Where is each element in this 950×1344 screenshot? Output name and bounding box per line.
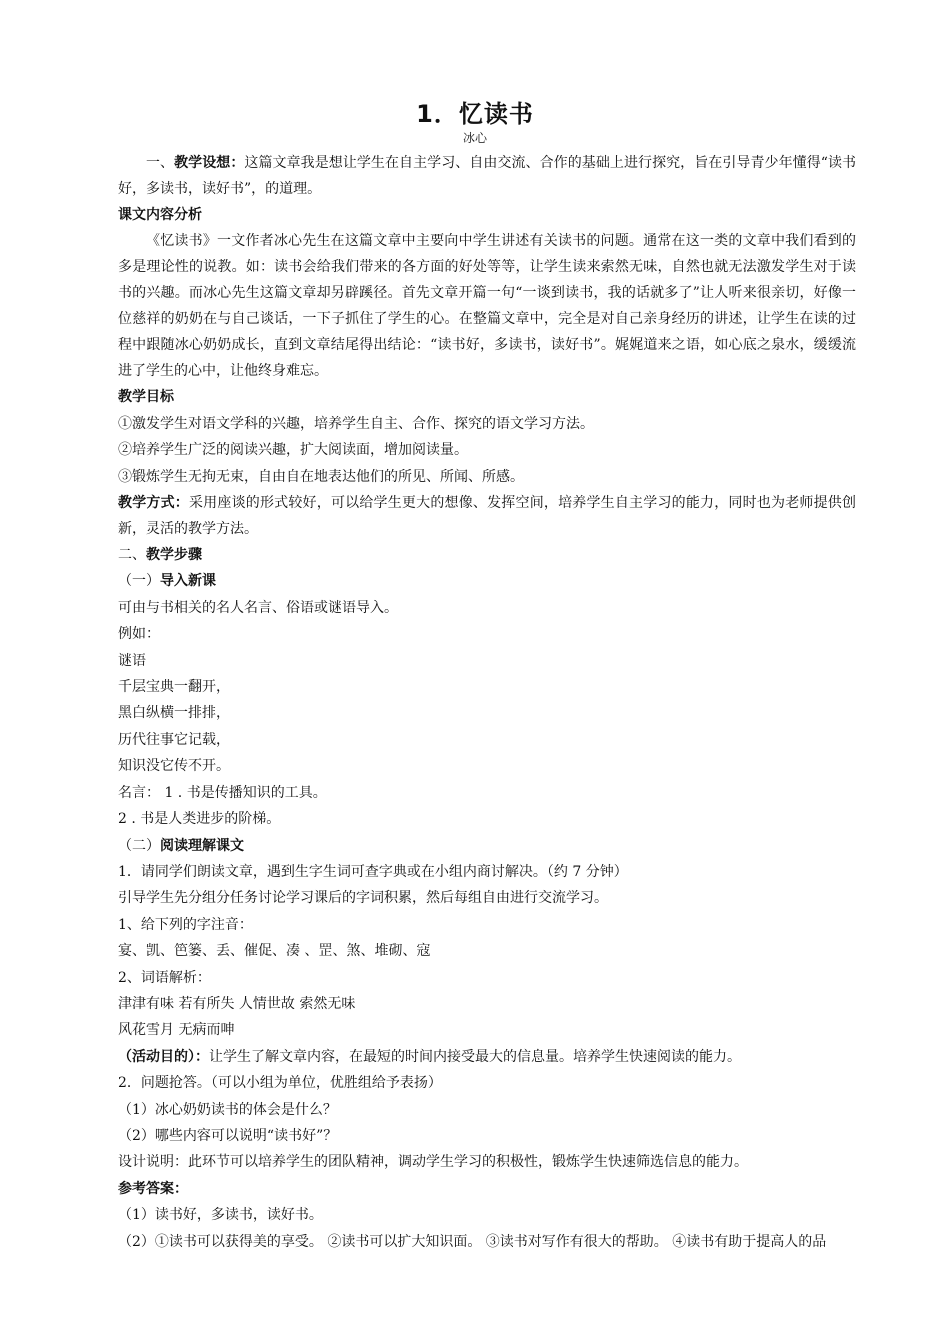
riddle-line: 历代往事它记载， <box>118 731 230 748</box>
document-author: 冰心 <box>462 131 487 145</box>
goal-item: ②培养学生广泛的阅读兴趣，扩大阅读面，增加阅读量。 <box>118 442 468 459</box>
goals-heading: 教学目标 <box>118 389 174 406</box>
section-heading-1 <box>118 568 856 594</box>
riddle-line: 知识没它传不开。 <box>118 758 230 775</box>
section-label: 阅读理解课文 <box>160 837 244 854</box>
answers-heading: 参考答案： <box>118 1180 188 1197</box>
intro-label: 教学设想： <box>174 155 245 171</box>
goal-item: ③锻炼学生无拘无束，自由自在地表达他们的所见、所闻、所感。 <box>118 468 524 485</box>
text-line: 可由与书相关的名人名言、俗语或谜语导入。 <box>118 599 398 616</box>
text-line: 1、给下列的字注音： <box>118 916 253 933</box>
purpose-line <box>118 1044 856 1070</box>
section-number: （二） <box>118 837 160 854</box>
analysis-paragraph: 《忆读书》一文作者冰心先生在这篇文章中主要向中学生讲述有关读书的问题。通常在这一类的文章中我们看到的多是理论性的说教。如：读书会给我们带来的各方面的好处等等，让学生读来索然无味，自然也就无法激发学生对于读书的兴趣。而冰心先生这篇文章却另辟蹊径。首先文章开篇一句“一谈到读书，我的话就多了”让人听来很亲切，好像一位慈祥的奶奶在与自己谈话，一下子抓住了学生的心。在整篇文章中，完全是对自己亲身经历的讲述，让学生在读的过程中跟随冰心奶奶成长，直到文章结尾得出结论：“读书好，多读书，读好书”。娓娓道来之语，如心底之泉水，缓缓流进了学生的心中，让他终身难忘。 <box>118 233 856 380</box>
steps-heading <box>118 542 856 568</box>
text-line: 谜语 <box>118 652 146 669</box>
goal-item: ①激发学生对语文学科的兴趣，培养学生自主、合作、探究的语文学习方法。 <box>118 415 594 432</box>
document-body <box>118 150 856 1255</box>
method-text: 采用座谈的形式较好，可以给学生更大的想像、发挥空间，培养学生自主学习的能力，同时也为老师提供创新，灵活的教学方法。 <box>118 495 857 538</box>
method-paragraph <box>118 490 856 542</box>
intro-prefix: 一、 <box>146 155 175 171</box>
text-line: 宴、凯、笆篓、丢、催促、凑 、罡、煞、堆砌、寇 <box>118 943 431 960</box>
method-label: 教学方式： <box>118 495 189 512</box>
document-title: 1．忆读书 <box>416 100 534 128</box>
quote-line: 2 . 书是人类进步的阶梯。 <box>118 811 281 828</box>
text-line: 2、词语解析： <box>118 969 211 986</box>
steps-prefix: 二、 <box>118 547 146 564</box>
intro-paragraph <box>118 150 856 202</box>
design-note: 设计说明：此环节可以培养学生的团队精神，调动学生学习的积极性，锻炼学生快速筛选信息的能力。 <box>118 1154 748 1171</box>
quote-line: 名言： 1 . 书是传播知识的工具。 <box>118 784 327 801</box>
text-line: 1．请同学们朗读文章，遇到生字生词可查字典或在小组内商讨解决。（约 7 分钟） <box>118 863 628 880</box>
purpose-label: （活动目的）： <box>118 1048 209 1065</box>
analysis-heading: 课文内容分析 <box>118 207 202 223</box>
section-label: 导入新课 <box>160 573 216 590</box>
text-line: 例如： <box>118 626 160 643</box>
text-line: 津津有味 若有所失 人情世故 索然无味 <box>118 995 356 1012</box>
question-line: （1）冰心奶奶读书的体会是什么？ <box>118 1101 337 1118</box>
riddle-line: 千层宝典一翻开， <box>118 679 230 696</box>
answer-line: （1）读书好，多读书，读好书。 <box>118 1207 323 1224</box>
answer-line: （2）①读书可以获得美的享受。 ②读书可以扩大知识面。 ③读书对写作有很大的帮助。 ④读书有助于提高人的品 <box>118 1233 827 1250</box>
purpose-text: 让学生了解文章内容，在最短的时间内接受最大的信息量。培养学生快速阅读的能力。 <box>209 1048 741 1065</box>
riddle-line: 黑白纵横一排排， <box>118 705 230 722</box>
text-line: 2．问题抢答。（可以小组为单位，优胜组给予表扬） <box>118 1075 442 1092</box>
text-line: 风花雪月 无病而呻 <box>118 1022 235 1039</box>
steps-heading-label: 教学步骤 <box>146 547 202 564</box>
section-heading-2 <box>118 833 856 859</box>
section-number: （一） <box>118 573 160 590</box>
question-line: （2）哪些内容可以说明“读书好”？ <box>118 1127 338 1144</box>
text-line: 引导学生先分组分任务讨论学习课后的字词积累，然后每组自由进行交流学习。 <box>118 890 608 907</box>
intro-text: 这篇文章我是想让学生在自主学习、自由交流、合作的基础上进行探究，旨在引导青少年懂得“读书好，多读书，读好书”，的道理。 <box>118 155 857 197</box>
